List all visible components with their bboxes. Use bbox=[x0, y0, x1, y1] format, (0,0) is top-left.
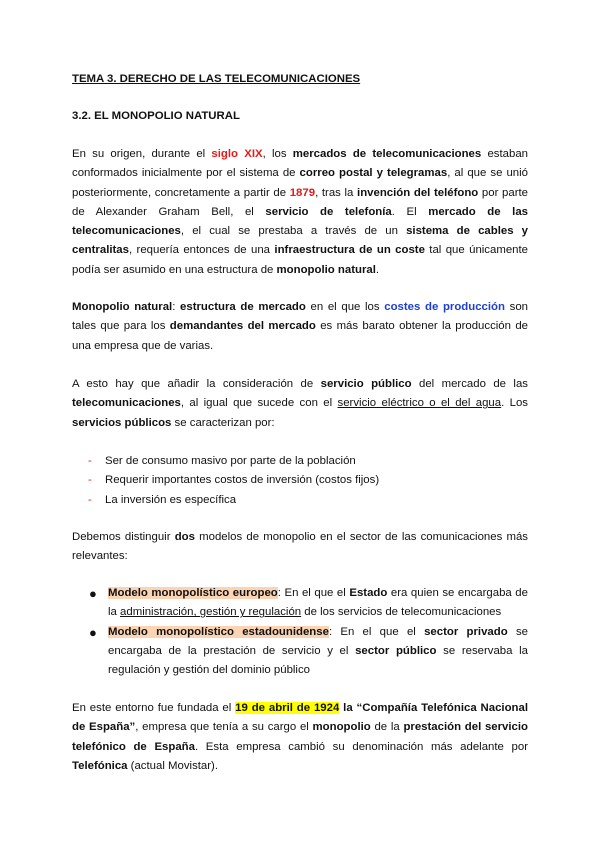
text: . Los bbox=[501, 397, 529, 410]
text: , tras la bbox=[315, 186, 358, 199]
text: (actual Movistar). bbox=[127, 759, 219, 772]
list-item-text: Ser de consumo masivo por parte de la población bbox=[105, 455, 356, 467]
bold-term: Monopolio natural bbox=[72, 301, 173, 313]
bold-term: infraestructura de un coste bbox=[274, 244, 425, 257]
list-item bbox=[88, 471, 528, 490]
bold-term: servicios públicos bbox=[72, 416, 172, 429]
list-item-text bbox=[108, 584, 528, 623]
text: , empresa que tenía a su cargo el bbox=[135, 721, 313, 734]
highlight-red-text: siglo XIX bbox=[211, 148, 263, 160]
bold-term: monopolio bbox=[312, 721, 371, 734]
list-item bbox=[89, 623, 528, 681]
list-item bbox=[88, 452, 528, 471]
text: : En el que el bbox=[277, 587, 350, 599]
text: de la bbox=[370, 721, 404, 734]
bold-term: sistema de cables y centralitas bbox=[72, 225, 528, 257]
bold-term: dos bbox=[174, 531, 195, 543]
text: , al que se unió posteriormente, concretamente a partir de bbox=[72, 167, 528, 199]
bold-term: Telefónica bbox=[72, 759, 128, 772]
bold-term: correo postal y telegramas bbox=[299, 167, 448, 180]
bold-term: invención del teléfono bbox=[357, 186, 479, 199]
highlight-red-text: 1879 bbox=[289, 186, 316, 199]
page-title: TEMA 3. DERECHO DE LAS TELECOMUNICACIONES bbox=[72, 73, 361, 85]
bold-term: sector privado bbox=[424, 625, 508, 638]
text: : bbox=[172, 301, 181, 313]
text: . El bbox=[391, 205, 429, 218]
bold-term: telecomunicaciones bbox=[72, 397, 181, 410]
text: En su origen, durante el bbox=[72, 148, 212, 160]
dash-marker-icon: - bbox=[88, 493, 92, 506]
list-item bbox=[89, 584, 528, 623]
underlined-text: administración, gestión y regulación bbox=[120, 606, 302, 619]
paragraph-public-service bbox=[72, 375, 528, 433]
bold-term: Estado bbox=[349, 587, 388, 599]
highlighted-title: Modelo monopolístico europeo bbox=[108, 587, 278, 599]
text: . Esta empresa cambió su denominación más adelante por bbox=[194, 740, 529, 753]
bold-term: sector público bbox=[355, 644, 437, 657]
bold-term: mercado de las telecomunicaciones bbox=[72, 205, 528, 238]
text: En este entorno fue fundada el bbox=[72, 702, 236, 714]
text: A esto hay que añadir la consideración de bbox=[72, 378, 321, 390]
bold-term: estructura de mercado bbox=[180, 301, 306, 313]
text: : En el que el bbox=[328, 625, 425, 638]
text: son tales que para los bbox=[72, 301, 528, 333]
section-heading: 3.2. EL MONOPOLIO NATURAL bbox=[72, 110, 240, 122]
text: se encargaba de la prestación de servicio y el bbox=[108, 625, 528, 657]
dash-marker-icon: - bbox=[88, 474, 92, 487]
underlined-text: servicio eléctrico o el del agua bbox=[337, 397, 502, 410]
text: , los bbox=[262, 148, 293, 160]
text: era quien se encargaba de la bbox=[108, 587, 528, 619]
paragraph-telefonica bbox=[72, 699, 528, 776]
text: , requería entonces de una bbox=[128, 244, 275, 257]
text: . bbox=[375, 263, 380, 276]
text: se reservaba la regulación y gestión del dominio público bbox=[108, 644, 528, 677]
highlighted-date: 19 de abril de 1924 bbox=[235, 702, 340, 714]
text: por parte de Alexander Graham Bell, el bbox=[72, 186, 529, 218]
text: estaban conformados inicialmente por el sistema de bbox=[72, 148, 528, 180]
highlighted-title: Modelo monopolístico estadounidense bbox=[108, 625, 329, 638]
bold-term: servicio de telefonía bbox=[265, 205, 392, 218]
text: tal que únicamente podía ser asumido en una estructura de bbox=[72, 244, 528, 276]
bullet-icon: ● bbox=[89, 624, 97, 640]
text: Debemos distinguir bbox=[72, 531, 175, 543]
text: , el cual se prestaba a través de un bbox=[180, 225, 407, 238]
bullet-icon: ● bbox=[89, 586, 97, 601]
bold-term: servicio público bbox=[320, 378, 412, 390]
text: , al igual que sucede con el bbox=[180, 397, 338, 410]
models-list bbox=[89, 584, 528, 680]
text: en el que los bbox=[305, 301, 385, 313]
list-item-text: Requerir importantes costos de inversión (costos fijos) bbox=[105, 474, 380, 487]
characteristics-list bbox=[88, 452, 528, 510]
dash-marker-icon: - bbox=[88, 455, 92, 467]
paragraph-models-intro bbox=[72, 528, 528, 567]
text: se caracterizan por: bbox=[171, 416, 275, 429]
bold-term: demandantes del mercado bbox=[169, 320, 316, 333]
list-item-text: La inversión es específica bbox=[105, 493, 237, 506]
text: del mercado de las bbox=[411, 378, 528, 390]
text: modelos de monopolio en el sector de las comunicaciones más relevantes: bbox=[72, 531, 528, 563]
text: de los servicios de telecomunicaciones bbox=[301, 606, 502, 619]
bold-term: mercados de telecomunicaciones bbox=[292, 148, 482, 160]
paragraph-origin bbox=[72, 145, 528, 280]
bold-term: monopolio natural bbox=[276, 263, 376, 276]
text: es más barato obtener la producción de una empresa que de varias. bbox=[72, 320, 528, 352]
highlight-blue-text: costes de producción bbox=[384, 301, 505, 313]
bold-term: la “Compañía Telefónica Nacional de España” bbox=[72, 702, 528, 734]
bold-term: prestación del servicio telefónico de España bbox=[72, 721, 529, 753]
list-item bbox=[88, 491, 528, 510]
list-item-text bbox=[108, 623, 528, 681]
paragraph-definition bbox=[72, 298, 528, 356]
